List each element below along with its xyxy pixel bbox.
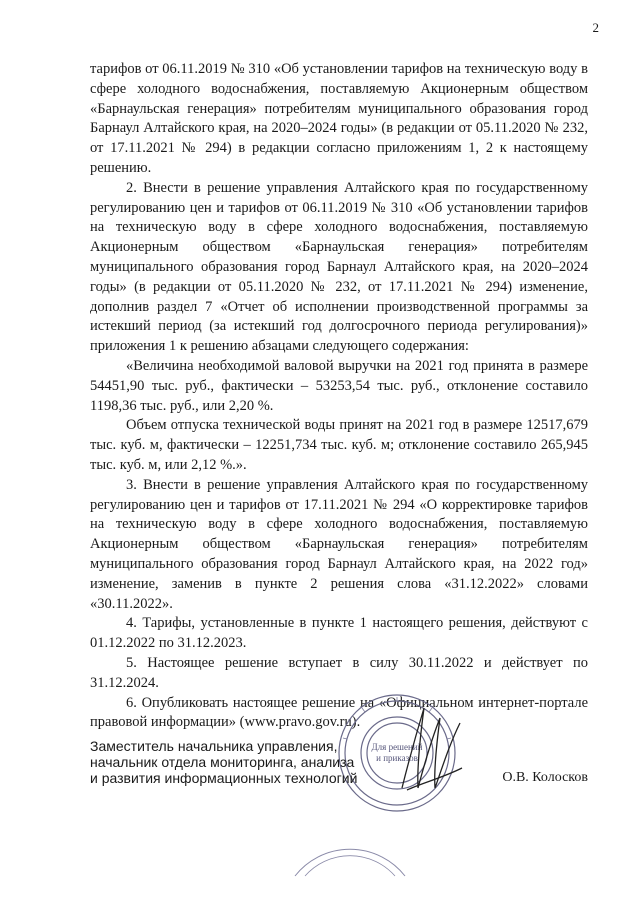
- signatory-title-line: и развития информационных технологий: [90, 770, 358, 786]
- paragraph-quote-volume: Объем отпуска технической воды принят на 2021 год в размере 12517,679 тыс. куб. м, фактически – 12251,734 тыс. куб. м; отклонение составило 265,945 тыс. куб. м, или 2,12 %.».: [90, 417, 588, 473]
- paragraph-item-4: 4. Тарифы, установленные в пункте 1 настоящего решения, действуют с 01.12.2022 по 31.12.2023.: [90, 615, 588, 652]
- paragraph-continuation: тарифов от 06.11.2019 № 310 «Об установлении тарифов на техническую воду в сфере холодного водоснабжения, поставляемую Акционерным обществом «Барнаульская генерация» потребителям муниципального образования город Барнаул Алтайского края, на 2020–2024 годы» (в редакции от 05.11.2020 № 232, от 17.11.2021 № 294) в редакции согласно приложениям 1, 2 к настоящему решению.: [90, 61, 588, 176]
- paragraph-quote-revenue: «Величина необходимой валовой выручки на 2021 год принята в размере 54451,90 тыс. руб., фактически – 53253,54 тыс. руб., отклонение составило 1198,36 тыс. руб., или 2,20 %.: [90, 357, 588, 414]
- paragraph-item-3: 3. Внести в решение управления Алтайского края по государственному регулированию цен и тарифов от 17.11.2021 № 294 «О корректировке тарифов на техническую воду в сфере холодного водоснабжения, поставляемую Акционерным обществом «Барнаульская генерация» потребителям муниципального образования город Барнаул Алтайского края, на 2022 год» изменение, заменив в пункте 2 решения слова «31.12.2022» словами «30.11.2022».: [90, 476, 588, 612]
- signatory-name: О.В. Колосков: [502, 770, 588, 785]
- paragraph-item-5: 5. Настоящее решение вступает в силу 30.11.2022 и действует по 31.12.2024.: [90, 654, 588, 691]
- signatory-title-line: начальник отдела мониторинга, анализа: [90, 754, 355, 770]
- lower-seal-fragment: [290, 838, 410, 878]
- seal-text-line-2: и приказов: [376, 753, 418, 763]
- page-number: 2: [592, 20, 599, 35]
- paragraph-item-6: 6. Опубликовать настоящее решение на «Официальном интернет-портале правовой информации» (www.pravo.gov.ru).: [90, 694, 588, 731]
- seal-text-line-1: Для решений: [371, 742, 423, 752]
- signature-block: [90, 738, 588, 786]
- document-body: [90, 60, 588, 733]
- signatory-title-line: Заместитель начальника управления,: [90, 738, 338, 754]
- paragraph-item-2: 2. Внести в решение управления Алтайского края по государственному регулированию цен и тарифов от 06.11.2019 № 310 «Об установлении тарифов на техническую воду в сфере холодного водоснабжения, поставляемую Акционерным обществом «Барнаульская генерация» потребителям муниципального образования город Барнаул Алтайского края, на 2020–2024 годы» (в редакции от 05.11.2020 № 232, от 17.11.2021 № 294) изменение, дополнив раздел 7 «Отчет об исполнении производственной программы за истекший период (за истекший год долгосрочного периода регулирования)» приложения 1 к решению абзацами следующего содержания:: [90, 179, 588, 355]
